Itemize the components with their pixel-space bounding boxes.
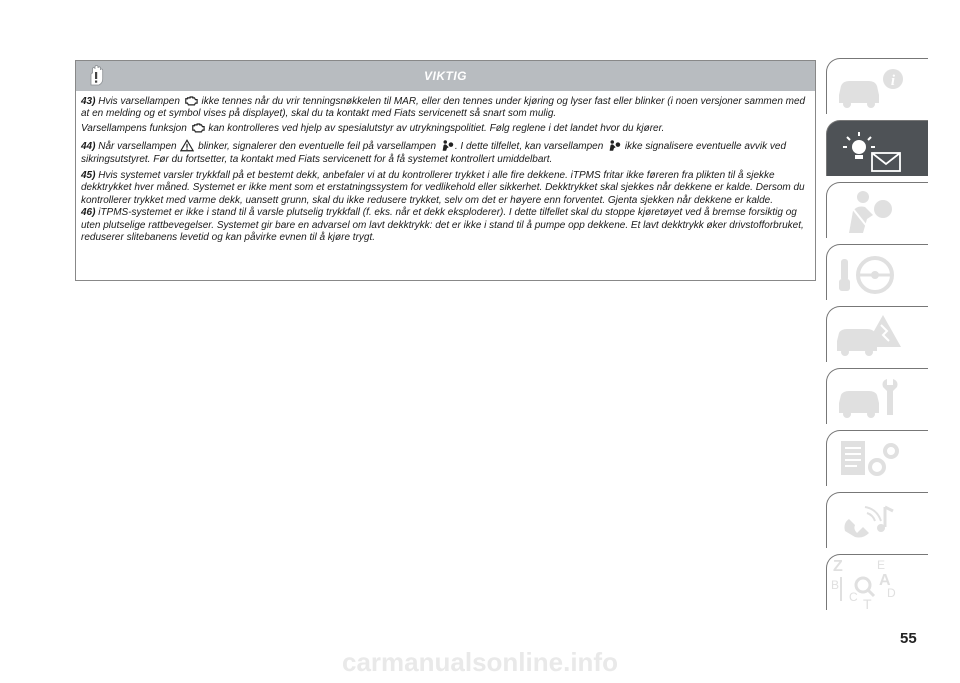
note-text: ikke tennes når du vrir tenningsnøkkelen til MAR, eller den tennes under kjøring og lyser fast eller blinker (i noen versjoner sammen med at en melding og et symbol vises på displayet), skal du ta kontakt med Fiats servicenett så snart som mulig. — [81, 96, 806, 120]
note-text: ikke signalisere eventuelle avvik ved sikringsutstyret. Før du fortsetter, ta kontakt med Fiats servicenett for å få systemet kontrollert umiddelbart. — [81, 141, 787, 165]
engine-warning-icon — [191, 121, 205, 134]
note-text: Hvis systemet varsler trykkfall på et bestemt dekk, anbefaler vi at du kontrollerer trykket i alle fire dekkene. iTPMS fritar ikke føreren fra plikten til å sjekke dekktrykket hver måned. Systemet er ikke ment som et erstatningssystem for vedlikehold eller sikkerhet. Dekktrykket skal sjekkes når dekkene er kalde. Dersom du kontrollerer trykket med varme dekk, uansett grunn, skal du ikke redusere trykket, selv om det er høyere enn forventet. Gjenta sjekken når dekkene er kalde. — [81, 170, 805, 206]
index-letter-b: B — [831, 578, 840, 592]
note-number: 45) — [81, 170, 96, 182]
note-number: 43) — [81, 96, 96, 107]
note-text: kan kontrolleres ved hjelp av spesialutstyr av utrykningspolitiet. Følg reglene i det landet hvor du kjører. — [205, 122, 665, 134]
engine-warning-icon — [184, 94, 198, 107]
notice-content — [76, 91, 815, 244]
note-number: 44) — [81, 141, 96, 153]
note-text: iTPMS-systemet er ikke i stand til å varsle plutselig trykkfall (f. eks. når et dekk eksploderer). I dette tilfellet skal du stoppe kjøretøyet ved å bremse forsiktig og uten plutselige rattbevegelser. Systemet gir bare en advarsel om lavt dekktrykk: det er ikke i stand til å pumpe opp dekkene. Et lavt dekktrykk øker drivstofforbruket, reduserer slitebanens levetid og kan påvirke evnen til å kjøre trygt. — [81, 207, 804, 244]
tab-index[interactable] — [826, 554, 928, 610]
note-text: blinker, signalerer den eventuelle feil på varsellampen — [195, 141, 439, 153]
car-wrench-icon — [827, 369, 929, 425]
tab-emergency[interactable] — [826, 306, 928, 362]
document-gear-icon — [827, 431, 929, 487]
svg-text:i: i — [890, 73, 896, 89]
key-steering-wheel-icon — [827, 245, 929, 301]
notice-title: VIKTIG — [423, 69, 467, 83]
note-number: 46) — [81, 207, 96, 219]
tab-multimedia[interactable] — [826, 492, 928, 548]
note-text: Når varsellampen — [95, 141, 180, 153]
tab-starting-driving[interactable] — [826, 244, 928, 300]
note-46 — [81, 207, 810, 244]
phone-music-icon — [827, 493, 929, 549]
car-emergency-icon — [827, 307, 929, 363]
tab-technical-data[interactable] — [826, 430, 928, 486]
note-text: Varsellampens funksjon — [81, 122, 190, 134]
watermark-footer: carmanualsonline.info — [342, 647, 618, 677]
airbag-icon — [607, 139, 621, 152]
tab-maintenance[interactable] — [826, 368, 928, 424]
index-letter-c: C — [849, 590, 858, 604]
note-45 — [81, 170, 810, 207]
index-letter-z: Z — [833, 558, 843, 575]
alphabetical-index-icon — [827, 555, 929, 611]
airbag-icon — [440, 139, 454, 152]
note-text: . I dette tilfellet, kan varsellampen — [454, 141, 607, 153]
page-number: 55 — [900, 630, 917, 647]
index-letter-e: E — [877, 558, 886, 572]
note-43 — [81, 94, 810, 135]
index-letter-a: A — [879, 572, 891, 589]
warning-triangle-icon — [180, 139, 194, 152]
tab-warning-lights[interactable] — [826, 120, 928, 176]
seatbelt-airbag-icon — [827, 183, 929, 239]
notice-header — [76, 61, 815, 91]
tab-getting-to-know-car[interactable] — [826, 58, 928, 114]
tab-safety[interactable] — [826, 182, 928, 238]
note-text: Hvis varsellampen — [95, 96, 183, 107]
note-44 — [81, 139, 810, 166]
important-notice-box — [75, 60, 816, 281]
car-info-icon — [827, 59, 929, 115]
warning-light-message-icon — [827, 121, 929, 177]
index-letter-d: D — [887, 586, 896, 600]
index-letter-t: T — [863, 596, 872, 611]
